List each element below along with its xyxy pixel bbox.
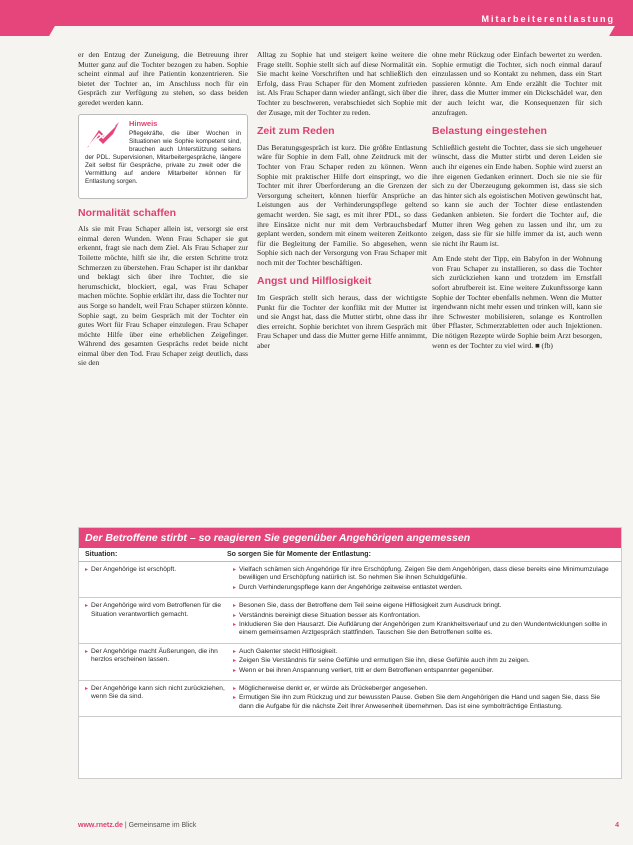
table-row <box>79 644 621 681</box>
bullet-icon: ▸ <box>233 695 237 702</box>
bullet-icon: ▸ <box>233 686 237 693</box>
bullet-icon: ▸ <box>233 622 237 629</box>
heading: Angst und Hilflosigkeit <box>257 275 372 288</box>
info-box-header <box>79 548 621 562</box>
situation-text: Der Angehörige ist erschöpft. <box>91 566 177 573</box>
actions-cell <box>233 602 615 639</box>
bullet-icon: ▸ <box>85 567 89 573</box>
action-item <box>233 694 615 711</box>
action-text: Möglicherweise denkt er, er würde als Drückeberger angesehen. <box>239 685 428 693</box>
situation-text: Der Angehörige wird vom Betroffenen für die Situation verantwortlich gemacht. <box>91 602 222 618</box>
action-item <box>233 667 615 675</box>
paragraph: Schließlich gesteht die Tochter, dass sie sich ungeheuer wünscht, dass die Mutter stirbt und deren Leiden sie auch ihr eigenes ein Ende haben. Sophie wird zuerst an ihre eigenen Gedanken erinnert. Doch sie nie sie für sich zu der Überzeugung gekommen ist, dass sie sich das hinter sich als egoistischen Motiven gewünscht hat, so kann sie auch der Tochter diese entlastenden Gedanken anbieten. Sie fordert die Tochter auf, die Mutter ihren Weg gehen zu lassen und ihr, um zu zeigen, dass sie für sie hilfe immer da ist, auch wenn sie nicht ihr Raum ist. <box>432 142 602 248</box>
section-title: Mitarbeiterentlastung <box>481 14 615 24</box>
situation-text: Der Angehörige kann sich nicht zurückziehen, wenn Sie da sind. <box>91 685 225 701</box>
situation-header: Situation: <box>85 551 118 558</box>
paragraph: Alltag zu Sophie hat und steigert keine weitere die Frage stellt. Sophie stellt sich auf diese Normalität ein. Sie macht keine Vorschriften und hat schließlich den Erfolg, dass Frau Schaper für den Moment zufrieden ist. Als Frau Schaper dann wieder anfängt, sich über die Tochter zu beschweren, verabschiedet sich Sophie mit der Zusage, mit der Tochter zu reden. <box>257 50 427 117</box>
table-row <box>79 562 621 598</box>
action-item <box>233 648 615 656</box>
header-bar <box>0 0 633 36</box>
situation-cell <box>85 648 233 676</box>
action-item <box>233 584 615 592</box>
table-row <box>79 681 621 717</box>
paragraph: er den Entzug der Zuneigung, die Betreuung ihrer Mutter ganz auf die Tochter bezogen zu haben. Sophie scheint einmal auf ihre Patientin konzentrieren. Sie bietet der Tochter an, im Anschluss noch für ein Gespräch zur Verfügung zu stehen, so dass beiden geredet werden kann. <box>78 50 248 107</box>
actions-cell <box>233 648 615 676</box>
bullet-icon: ▸ <box>233 648 237 655</box>
paragraph: Im Gespräch stellt sich heraus, dass der wichtigste Punkt für die Tochter der konflikt mit der Mutter ist und sie Angst hat, dass die Mutter stirbt, ohne dass ihr dies erreicht. Sophie berichtet von ihrem Gespräch mit Frau Schaper und dass die Mutter gerne Hilfe annimmt, aber <box>257 293 427 351</box>
hint-body: Pflegekräfte, die über Wochen in Situationen wie Sophie kompetent sind, brauchen auch Unterstützung seitens der PDL. Supervisionen, Mitarbeitergespräche, längere Zeit selbst für Gespräche, private zu zweit oder die Vermittlung auf andere Mitarbeiter können für Entlastung sorgen. <box>85 129 241 185</box>
actions-cell <box>233 685 615 712</box>
action-text: Verständnis bereinigt diese Situation besser als Konfrontation. <box>239 611 421 619</box>
bullet-icon: ▸ <box>233 658 237 665</box>
action-text: Zeigen Sie Verständnis für seine Gefühle und ermutigen Sie ihn, diese Gefühle auch ihm zu zeigen. <box>239 657 530 665</box>
action-text: Ermutigen Sie ihn zum Rückzug und zur bewussten Pause. Geben Sie dem Angehörigen die Hand und sagen Sie, dass Sie dann die Aufgabe für die nächste Zeit Ihrer Anwesenheit übernehmen. Das ist eine symbolträchtige Entlastung. <box>239 694 601 710</box>
situation-cell <box>85 602 233 639</box>
info-box-title: Der Betroffene stirbt – so reagieren Sie gegenüber Angehörigen angemessen <box>79 528 621 548</box>
info-box <box>78 527 622 779</box>
paragraph: Am Ende steht der Tipp, ein Babyfon in der Wohnung von Frau Schaper zu installieren, so dass die Tochter sich zurückziehen kann und trotzdem im Ernstfall sofort abrufbereit ist. Eine weitere Zukunftssorge kann Sophie der Tochter ebenfalls nehmen. Wenn die Mutter irgendwann nicht mehr essen und trinken will, kann sie ihre Schwester mobilisieren, solange es Kontrollen über Pflaster, Schmerztabletten oder auch Injektionen. Die nötigen Rezepte würde Sophie beim Arzt besorgen, wenn es der Tochter zu viel wird. ■ (fb) <box>432 254 602 350</box>
action-text: Besonen Sie, dass der Betroffene dem Teil seine eigene Hilflosigkeit zum Ausdruck bringt. <box>239 602 502 610</box>
bullet-icon: ▸ <box>233 584 237 591</box>
footer-text: | Gemeinsame im Blick <box>124 822 197 829</box>
action-text: Durch Verhinderungspflege kann der Angehörige zeitweise entlastet werden. <box>239 583 463 591</box>
hint-title: Hinweis <box>129 118 158 128</box>
situation-cell <box>85 566 233 593</box>
bullet-icon: ▸ <box>85 603 89 610</box>
info-box-rows <box>79 562 621 717</box>
bullet-icon: ▸ <box>233 667 237 674</box>
action-text: Inkludieren Sie den Hausarzt. Die Aufklärung der Angehörigen zum Krankheitsverlauf und zu den Wundentwicklungen sollte in einem gemeinsamen Arztgespräch stattfinden. Tauschen Sie den Betroffenen sollte es. <box>239 621 607 637</box>
bullet-icon: ▸ <box>233 567 237 573</box>
action-item <box>233 685 615 693</box>
action-text: Auch Galenter steckt Hilflosigkeit. <box>239 647 338 655</box>
bullet-icon: ▸ <box>85 648 89 655</box>
bullet-icon: ▸ <box>85 686 89 693</box>
actions-header: So sorgen Sie für Momente der Entlastung: <box>227 551 371 558</box>
situation-text: Der Angehörige macht Äußerungen, die ihn herzlos erscheinen lassen. <box>91 647 218 664</box>
table-row <box>79 598 621 644</box>
footer-url[interactable]: www.rnetz.de <box>78 822 123 829</box>
heading: Normalität schaffen <box>78 206 177 219</box>
heading: Belastung eingestehen <box>432 125 547 138</box>
action-item <box>233 602 615 610</box>
column-2 <box>257 50 427 357</box>
action-item <box>233 621 615 638</box>
heading: Zeit zum Reden <box>257 125 335 138</box>
action-text: Wenn er bei ihren Anspannung verliert, tritt er dem Betroffenen entspannter gegenüber. <box>239 666 494 674</box>
paragraph: ohne mehr Rückzug oder Einfach bewertet zu werden. Sophie ermutigt die Tochter, sich noch einmal darauf einzulassen und so Kontakt zu nehmen, dass ein Start passieren könnte. Am Ende erzählt die Tochter mit ihrer, dass die Mutter immer ein Dickschädel war, den der auch leicht war, die Konsequenzen für sich anzufragen. <box>432 50 602 117</box>
column-3 <box>432 50 602 356</box>
paragraph: Das Beratungsgespräch ist kurz. Die größte Entlastung wäre für Sophie in dem Fall, ohne Zeitdruck mit der Tochter von Frau Schaper reden zu können. Wenn Sophie mit praktischer Hilfe dort einspringt, wo die Tochter mit ihrer Überforderung an die Grenzen der Versorgung scheitert, können hierfür Ansprüche an Leistungen aus der Verhinderungspflege geltend gemacht werden. Sie sagt, es mit ihrer PDL, so dass ihre Einsätze nicht nur mit dem Verbrauchsbedarf geplant werden, sondern mit einem weiteren Zeitkonto für die Begleitung der Familie. So abgesehen, wenn Sophie sich nach der Versorgung von Frau Schaper mit noch mit der Tochter beschäftigen. <box>257 142 427 267</box>
footer <box>78 822 196 829</box>
column-1 <box>78 50 248 374</box>
hint-box <box>78 114 248 199</box>
action-text: Vielfach schämen sich Angehörige für ihre Erschöpfung. Zeigen Sie dem Angehörigen, dass diese bereits eine Minimumzulage bewilligen und Erschöpfung natürlich ist. So nehmen Sie ihnen Schuldgefühle. <box>239 566 609 582</box>
bullet-icon: ▸ <box>233 603 237 610</box>
action-item <box>233 566 615 583</box>
page-number: 4 <box>615 822 619 829</box>
situation-cell <box>85 685 233 712</box>
header-slant <box>49 26 615 36</box>
paragraph: Als sie mit Frau Schaper allein ist, versorgt sie erst einmal deren Wunden. Wenn Frau Schaper sie gut erkennt, fragt sie nach dem Ziel. Als Frau Schaper zur Toilette möchte, hilft sie ihr, die ersten Schritte trotz Schmerzen zu überstehen. Frau Schaper ist ihr dankbar und beklagt sich über ihre Tochter, die sie herumschickt, blockiert, egal, was Frau Schaper machen möchte. Sophie erklärt ihr, dass die Tochter nur aus Sorge so handelt, weil Frau Schaper stürzen könnte. Sophie sagt, zu beim Gespräch mit der Tochter ein gutes Wort für Frau Schaper einzulegen. Frau Schaper möchte Hilfe über eine erheblichen Zeigefinger. Während des gesamten Gesprächs redet beide nicht einmal über den Tod. Frau Schaper zeigt deutlich, dass sie den <box>78 224 248 368</box>
bullet-icon: ▸ <box>233 612 237 619</box>
action-item <box>233 612 615 620</box>
action-item <box>233 657 615 665</box>
pointing-hand-icon <box>85 120 121 150</box>
actions-cell <box>233 566 615 593</box>
